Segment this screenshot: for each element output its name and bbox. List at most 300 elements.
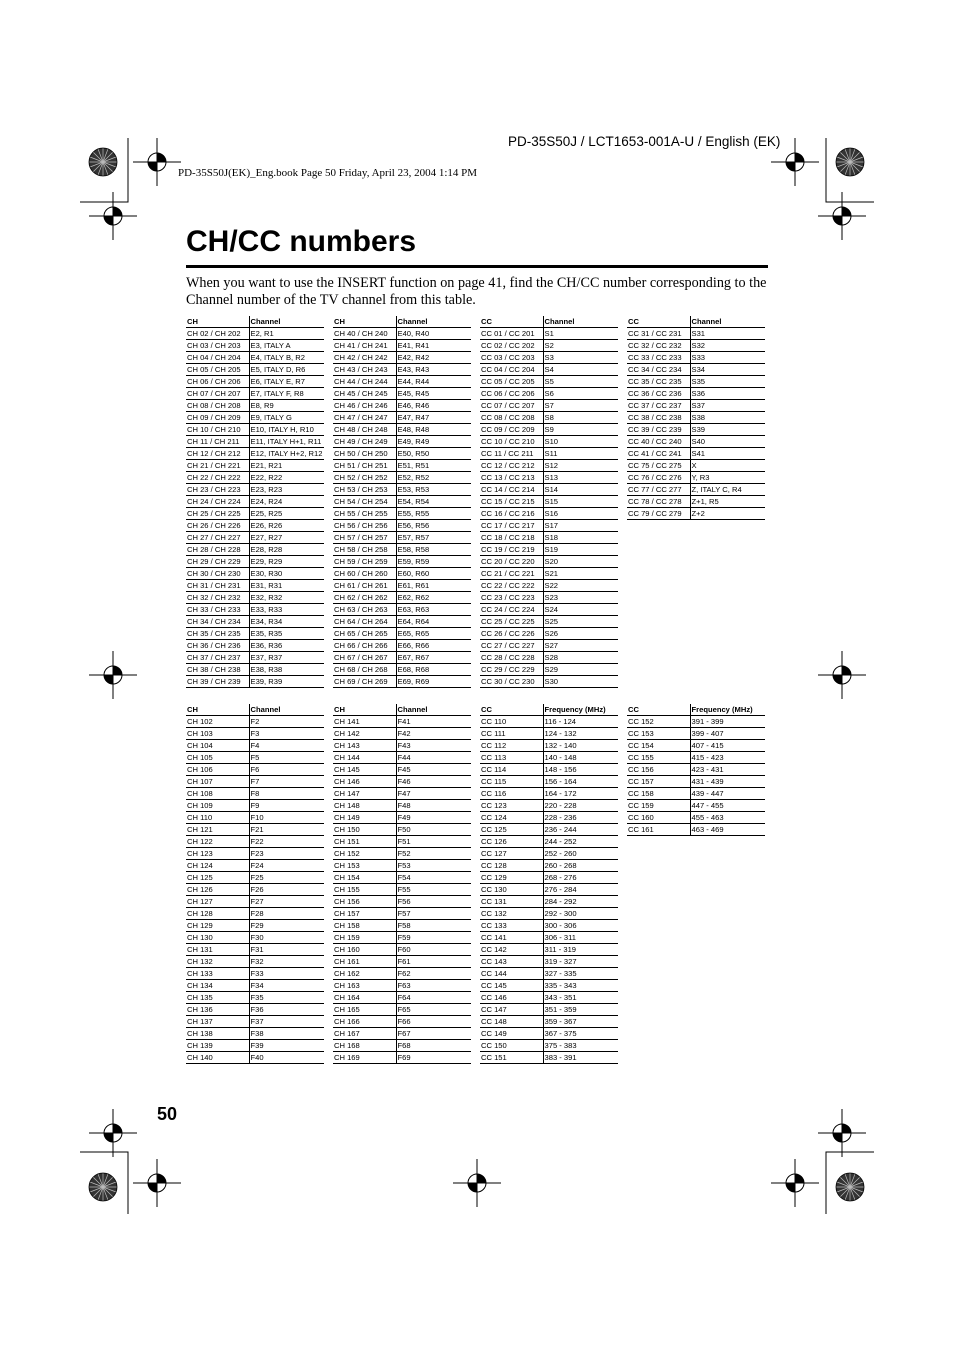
ch-cc-number-cell: CC 41 / CC 241 (627, 448, 690, 460)
ch-cc-number-cell: CC 34 / CC 234 (627, 364, 690, 376)
column-header-value: Channel (249, 704, 324, 716)
ch-cc-number-cell: CH 138 (186, 1028, 249, 1040)
channel-value-cell: E55, R55 (396, 508, 471, 520)
channel-value-cell: S12 (543, 460, 618, 472)
ch-cc-number-cell: CC 39 / CC 239 (627, 424, 690, 436)
channel-value-cell: 306 - 311 (543, 932, 618, 944)
channel-value-cell: 359 - 367 (543, 1016, 618, 1028)
channel-value-cell: E27, R27 (249, 532, 324, 544)
channel-value-cell: F32 (249, 956, 324, 968)
channel-value-cell: S21 (543, 568, 618, 580)
channel-value-cell: 260 - 268 (543, 860, 618, 872)
channel-value-cell: E4, ITALY B, R2 (249, 352, 324, 364)
channel-value-cell: S37 (690, 400, 765, 412)
ch-cc-number-cell: CH 140 (186, 1052, 249, 1064)
channel-value-cell: F42 (396, 728, 471, 740)
channel-value-cell: S35 (690, 376, 765, 388)
channel-value-cell: F59 (396, 932, 471, 944)
channel-value-cell: E41, R41 (396, 340, 471, 352)
ch-cc-number-cell: CH 21 / CH 221 (186, 460, 249, 472)
channel-value-cell: E53, R53 (396, 484, 471, 496)
channel-value-cell: E7, ITALY F, R8 (249, 388, 324, 400)
channel-value-cell: F30 (249, 932, 324, 944)
ch-cc-number-cell: CC 110 (480, 716, 543, 728)
channel-value-cell: E11, ITALY H+1, R11 (249, 436, 324, 448)
ch-cc-number-cell: CC 28 / CC 228 (480, 652, 543, 664)
ch-cc-number-cell: CH 134 (186, 980, 249, 992)
channel-value-cell: E45, R45 (396, 388, 471, 400)
ch-cc-number-cell: CH 152 (333, 848, 396, 860)
ch-cc-number-cell: CC 149 (480, 1028, 543, 1040)
channel-value-cell: 164 - 172 (543, 788, 618, 800)
ch-cc-number-cell: CC 116 (480, 788, 543, 800)
channel-value-cell: 463 - 469 (690, 824, 765, 836)
channel-value-cell: S19 (543, 544, 618, 556)
ch-cc-number-cell: CH 33 / CH 233 (186, 604, 249, 616)
ch-cc-number-cell: CH 34 / CH 234 (186, 616, 249, 628)
ch-cc-number-cell: CH 62 / CH 262 (333, 592, 396, 604)
ch-cc-number-cell: CH 128 (186, 908, 249, 920)
ch-cc-number-cell: CC 151 (480, 1052, 543, 1064)
ch-cc-number-cell: CH 55 / CH 255 (333, 508, 396, 520)
channel-value-cell: F40 (249, 1052, 324, 1064)
ch-cc-number-cell: CH 143 (333, 740, 396, 752)
ch-cc-number-cell: CC 26 / CC 226 (480, 628, 543, 640)
channel-value-cell: S38 (690, 412, 765, 424)
ch-cc-number-cell: CC 04 / CC 204 (480, 364, 543, 376)
ch-cc-number-cell: CH 50 / CH 250 (333, 448, 396, 460)
ch-cc-number-cell: CC 141 (480, 932, 543, 944)
channel-value-cell: E38, R38 (249, 664, 324, 676)
channel-value-cell: F28 (249, 908, 324, 920)
channel-value-cell: E46, R46 (396, 400, 471, 412)
channel-value-cell: E57, R57 (396, 532, 471, 544)
ch-cc-number-cell: CC 24 / CC 224 (480, 604, 543, 616)
ch-cc-number-cell: CH 67 / CH 267 (333, 652, 396, 664)
ch-cc-number-cell: CC 113 (480, 752, 543, 764)
ch-cc-number-cell: CC 79 / CC 279 (627, 508, 690, 520)
registration-mark-icon (771, 1159, 819, 1207)
channel-value-cell: E56, R56 (396, 520, 471, 532)
channel-value-cell: F44 (396, 752, 471, 764)
channel-value-cell: S30 (543, 676, 618, 688)
ch-cc-number-cell: CH 139 (186, 1040, 249, 1052)
ch-cc-number-cell: CC 13 / CC 213 (480, 472, 543, 484)
ch-cc-number-cell: CC 152 (627, 716, 690, 728)
channel-value-cell: S17 (543, 520, 618, 532)
document-id: PD-35S50J / LCT1653-001A-U / English (EK) (508, 134, 781, 149)
registration-mark-icon (89, 1109, 137, 1157)
ch-cc-number-cell: CC 36 / CC 236 (627, 388, 690, 400)
registration-mark-icon (771, 138, 819, 186)
ch-cc-number-cell: CC 142 (480, 944, 543, 956)
color-target-icon (89, 1173, 117, 1201)
ch-cc-number-cell: CH 154 (333, 872, 396, 884)
ch-cc-number-cell: CH 02 / CH 202 (186, 328, 249, 340)
channel-value-cell: E62, R62 (396, 592, 471, 604)
channel-value-cell: S27 (543, 640, 618, 652)
column-header-number: CH (186, 704, 249, 716)
ch-cc-number-cell: CH 137 (186, 1016, 249, 1028)
channel-value-cell: S36 (690, 388, 765, 400)
ch-cc-number-cell: CH 66 / CH 266 (333, 640, 396, 652)
ch-cc-number-cell: CC 11 / CC 211 (480, 448, 543, 460)
ch-cc-number-cell: CH 168 (333, 1040, 396, 1052)
ch-cc-number-cell: CC 01 / CC 201 (480, 328, 543, 340)
ch-cc-number-cell: CH 64 / CH 264 (333, 616, 396, 628)
ch-cc-number-cell: CH 121 (186, 824, 249, 836)
channel-value-cell: S4 (543, 364, 618, 376)
ch-cc-number-cell: CC 78 / CC 278 (627, 496, 690, 508)
channel-value-cell: E33, R33 (249, 604, 324, 616)
page-number: 50 (157, 1104, 178, 1124)
channel-value-cell: F52 (396, 848, 471, 860)
ch-cc-number-cell: CH 27 / CH 227 (186, 532, 249, 544)
channel-value-cell: S34 (690, 364, 765, 376)
channel-value-cell: E12, ITALY H+2, R12 (250, 449, 323, 458)
channel-value-cell: F33 (249, 968, 324, 980)
channel-value-cell: E54, R54 (396, 496, 471, 508)
channel-value-cell: F54 (396, 872, 471, 884)
channel-value-cell: E43, R43 (396, 364, 471, 376)
channel-value-cell: S26 (543, 628, 618, 640)
column-header-value: Frequency (MHz) (543, 704, 618, 716)
channel-value-cell: F39 (249, 1040, 324, 1052)
channel-value-cell: E51, R51 (396, 460, 471, 472)
channel-value-cell: 391 - 399 (690, 716, 765, 728)
ch-cc-number-cell: CH 108 (186, 788, 249, 800)
ch-cc-number-cell: CC 124 (480, 812, 543, 824)
channel-value-cell: 399 - 407 (690, 728, 765, 740)
ch-cc-number-cell: CC 27 / CC 227 (480, 640, 543, 652)
ch-cc-number-cell: CH 08 / CH 208 (186, 400, 249, 412)
channel-value-cell: F51 (396, 836, 471, 848)
channel-value-cell: S24 (543, 604, 618, 616)
channel-value-cell: 236 - 244 (543, 824, 618, 836)
column-header-value: Channel (249, 316, 324, 328)
channel-value-cell: E52, R52 (396, 472, 471, 484)
channel-value-cell: 455 - 463 (690, 812, 765, 824)
channel-value-cell: F67 (396, 1028, 471, 1040)
channel-value-cell: 148 - 156 (543, 764, 618, 776)
ch-cc-number-cell: CH 57 / CH 257 (333, 532, 396, 544)
channel-value-cell: F50 (396, 824, 471, 836)
channel-value-cell: S9 (543, 424, 618, 436)
channel-value-cell: 156 - 164 (543, 776, 618, 788)
ch-cc-number-cell: CC 06 / CC 206 (480, 388, 543, 400)
ch-cc-number-cell: CC 123 (480, 800, 543, 812)
ch-cc-number-cell: CH 47 / CH 247 (333, 412, 396, 424)
ch-cc-number-cell: CH 148 (333, 800, 396, 812)
channel-value-cell: X (690, 460, 765, 472)
ch-cc-number-cell: CC 157 (627, 776, 690, 788)
ch-cc-number-cell: CH 48 / CH 248 (333, 424, 396, 436)
channel-value-cell: E58, R58 (396, 544, 471, 556)
ch-cc-number-cell: CH 150 (333, 824, 396, 836)
channel-value-cell: 407 - 415 (690, 740, 765, 752)
channel-value-cell: S16 (543, 508, 618, 520)
channel-value-cell: F26 (249, 884, 324, 896)
channel-value-cell: E68, R68 (396, 664, 471, 676)
channel-value-cell: S39 (690, 424, 765, 436)
channel-value-cell: E63, R63 (396, 604, 471, 616)
channel-value-cell: S22 (543, 580, 618, 592)
channel-value-cell: F22 (249, 836, 324, 848)
channel-value-cell: 292 - 300 (543, 908, 618, 920)
channel-value-cell: F35 (249, 992, 324, 1004)
ch-cc-number-cell: CH 164 (333, 992, 396, 1004)
ch-cc-number-cell: CH 25 / CH 225 (186, 508, 249, 520)
ch-cc-number-cell: CC 18 / CC 218 (480, 532, 543, 544)
ch-cc-number-cell: CH 09 / CH 209 (186, 412, 249, 424)
channel-value-cell: 116 - 124 (543, 716, 618, 728)
ch-cc-number-cell: CH 157 (333, 908, 396, 920)
channel-value-cell: E34, R34 (249, 616, 324, 628)
ch-cc-number-cell: CH 38 / CH 238 (186, 664, 249, 676)
ch-cc-number-cell: CH 124 (186, 860, 249, 872)
channel-value-cell: E9, ITALY G (249, 412, 324, 424)
ch-cc-number-cell: CC 129 (480, 872, 543, 884)
channel-value-cell: 124 - 132 (543, 728, 618, 740)
ch-cc-number-cell: CH 132 (186, 956, 249, 968)
ch-cc-number-cell: CH 102 (186, 716, 249, 728)
ch-cc-number-cell: CH 07 / CH 207 (186, 388, 249, 400)
ch-cc-number-cell: CH 59 / CH 259 (333, 556, 396, 568)
channel-value-cell: F34 (249, 980, 324, 992)
ch-cc-number-cell: CH 123 (186, 848, 249, 860)
column-header-number: CC (480, 316, 543, 328)
channel-value-cell: E66, R66 (396, 640, 471, 652)
channel-value-cell: E40, R40 (396, 328, 471, 340)
ch-cc-number-cell: CH 135 (186, 992, 249, 1004)
channel-value-cell: E47, R47 (396, 412, 471, 424)
channel-value-cell: E8, R9 (249, 400, 324, 412)
ch-cc-number-cell: CC 146 (480, 992, 543, 1004)
channel-value-cell: F62 (396, 968, 471, 980)
column-header-value: Channel (543, 316, 618, 328)
channel-value-cell: S25 (543, 616, 618, 628)
channel-value-cell: F46 (396, 776, 471, 788)
channel-value-cell: F41 (396, 716, 471, 728)
ch-cc-number-cell: CC 12 / CC 212 (480, 460, 543, 472)
channel-value-cell: F49 (396, 812, 471, 824)
channel-value-cell: S15 (543, 496, 618, 508)
ch-cc-number-cell: CC 21 / CC 221 (480, 568, 543, 580)
channel-value-cell: E31, R31 (249, 580, 324, 592)
channel-value-cell: E6, ITALY E, R7 (249, 376, 324, 388)
channel-value-cell: S23 (543, 592, 618, 604)
color-target-icon (89, 148, 117, 176)
channel-value-cell: F7 (249, 776, 324, 788)
channel-value-cell: S5 (543, 376, 618, 388)
ch-cc-number-cell: CH 146 (333, 776, 396, 788)
ch-cc-number-cell: CC 17 / CC 217 (480, 520, 543, 532)
channel-value-cell: F36 (249, 1004, 324, 1016)
channel-value-cell: F23 (249, 848, 324, 860)
channel-value-cell: E60, R60 (396, 568, 471, 580)
channel-value-cell: E65, R65 (396, 628, 471, 640)
intro-paragraph: When you want to use the INSERT function on page 41, find the CH/CC number corresponding to the Channel number of the TV channel from this table. (186, 275, 767, 308)
ch-cc-number-cell: CC 114 (480, 764, 543, 776)
ch-cc-number-cell: CH 104 (186, 740, 249, 752)
ch-cc-number-cell: CH 49 / CH 249 (333, 436, 396, 448)
channel-value-cell: F4 (249, 740, 324, 752)
ch-cc-number-cell: CH 166 (333, 1016, 396, 1028)
channel-value-cell: 447 - 455 (690, 800, 765, 812)
ch-cc-number-cell: CH 103 (186, 728, 249, 740)
channel-value-cell: E69, R69 (396, 676, 471, 688)
channel-value-cell: F58 (396, 920, 471, 932)
channel-value-cell: S41 (690, 448, 765, 460)
channel-value-cell: F53 (396, 860, 471, 872)
ch-cc-number-cell: CH 58 / CH 258 (333, 544, 396, 556)
ch-cc-number-cell: CH 159 (333, 932, 396, 944)
channel-value-cell: E59, R59 (396, 556, 471, 568)
column-header-number: CH (333, 316, 396, 328)
channel-value-cell: 300 - 306 (543, 920, 618, 932)
channel-value-cell: E35, R35 (249, 628, 324, 640)
ch-cc-number-cell: CH 110 (186, 812, 249, 824)
channel-value-cell: F29 (249, 920, 324, 932)
channel-value-cell: F6 (249, 764, 324, 776)
ch-cc-number-cell: CC 156 (627, 764, 690, 776)
ch-cc-number-cell: CC 154 (627, 740, 690, 752)
ch-cc-number-cell: CH 158 (333, 920, 396, 932)
ch-cc-number-cell: CH 156 (333, 896, 396, 908)
ch-cc-number-cell: CH 44 / CH 244 (333, 376, 396, 388)
ch-cc-number-cell: CH 26 / CH 226 (186, 520, 249, 532)
ch-cc-number-cell: CH 109 (186, 800, 249, 812)
channel-value-cell: 140 - 148 (543, 752, 618, 764)
ch-cc-number-cell: CC 133 (480, 920, 543, 932)
ch-cc-number-cell: CC 75 / CC 275 (627, 460, 690, 472)
channel-value-cell: 367 - 375 (543, 1028, 618, 1040)
ch-cc-number-cell: CH 136 (186, 1004, 249, 1016)
channel-value-cell: S3 (543, 352, 618, 364)
ch-cc-number-cell: CC 23 / CC 223 (480, 592, 543, 604)
ch-cc-number-cell: CH 06 / CH 206 (186, 376, 249, 388)
channel-value-cell: F47 (396, 788, 471, 800)
channel-value-cell: S1 (543, 328, 618, 340)
channel-value-cell: E29, R29 (249, 556, 324, 568)
channel-value-cell: E64, R64 (396, 616, 471, 628)
ch-cc-number-cell: CH 52 / CH 252 (333, 472, 396, 484)
channel-value-cell: S10 (543, 436, 618, 448)
channel-value-cell: F65 (396, 1004, 471, 1016)
ch-cc-number-cell: CC 14 / CC 214 (480, 484, 543, 496)
ch-cc-number-cell: CC 112 (480, 740, 543, 752)
channel-value-cell: Z, ITALY C, R4 (690, 484, 765, 496)
ch-cc-number-cell: CC 130 (480, 884, 543, 896)
ch-cc-number-cell: CH 60 / CH 260 (333, 568, 396, 580)
column-header-number: CH (186, 316, 249, 328)
channel-value-cell: F24 (249, 860, 324, 872)
channel-value-cell: 351 - 359 (543, 1004, 618, 1016)
channel-value-cell: F5 (249, 752, 324, 764)
ch-cc-number-cell: CH 155 (333, 884, 396, 896)
ch-cc-number-cell: CC 131 (480, 896, 543, 908)
channel-value-cell: E3, ITALY A (249, 340, 324, 352)
channel-value-cell: S28 (543, 652, 618, 664)
channel-value-cell: F10 (249, 812, 324, 824)
ch-cc-number-cell: CH 31 / CH 231 (186, 580, 249, 592)
channel-value-cell: 132 - 140 (543, 740, 618, 752)
channel-value-cell: 375 - 383 (543, 1040, 618, 1052)
channel-value-cell: 423 - 431 (690, 764, 765, 776)
channel-value-cell: E25, R25 (249, 508, 324, 520)
color-target-icon (836, 1173, 864, 1201)
registration-mark-icon (133, 1159, 181, 1207)
ch-cc-number-cell: CC 40 / CC 240 (627, 436, 690, 448)
ch-cc-number-cell: CC 150 (480, 1040, 543, 1052)
channel-value-cell: E2, R1 (249, 328, 324, 340)
color-target-icon (836, 148, 864, 176)
ch-cc-number-cell: CH 69 / CH 269 (333, 676, 396, 688)
channel-value-cell: Y, R3 (690, 472, 765, 484)
channel-value-cell: S11 (543, 448, 618, 460)
ch-cc-number-cell: CH 131 (186, 944, 249, 956)
ch-cc-number-cell: CC 127 (480, 848, 543, 860)
ch-cc-number-cell: CC 148 (480, 1016, 543, 1028)
ch-cc-number-cell: CH 122 (186, 836, 249, 848)
ch-cc-number-cell: CC 22 / CC 222 (480, 580, 543, 592)
channel-value-cell: S14 (543, 484, 618, 496)
ch-cc-number-cell: CC 143 (480, 956, 543, 968)
ch-cc-number-cell: CH 46 / CH 246 (333, 400, 396, 412)
ch-cc-number-cell: CH 61 / CH 261 (333, 580, 396, 592)
column-header-number: CC (627, 316, 690, 328)
registration-mark-icon (818, 192, 866, 240)
ch-cc-number-cell: CH 162 (333, 968, 396, 980)
ch-cc-number-cell: CC 20 / CC 220 (480, 556, 543, 568)
channel-value-cell: 220 - 228 (543, 800, 618, 812)
ch-cc-number-cell: CC 161 (627, 824, 690, 836)
ch-cc-number-cell: CC 10 / CC 210 (480, 436, 543, 448)
ch-cc-number-cell: CH 32 / CH 232 (186, 592, 249, 604)
ch-cc-number-cell: CH 160 (333, 944, 396, 956)
channel-value-cell: S32 (690, 340, 765, 352)
column-header-number: CC (627, 704, 690, 716)
book-file-info: PD-35S50J(EK)_Eng.book Page 50 Friday, April 23, 2004 1:14 PM (178, 167, 478, 179)
ch-cc-number-cell: CC 125 (480, 824, 543, 836)
ch-cc-number-cell: CH 11 / CH 211 (186, 436, 249, 448)
channel-value-cell: F43 (396, 740, 471, 752)
ch-cc-number-cell: CH 22 / CH 222 (186, 472, 249, 484)
channel-value-cell: 439 - 447 (690, 788, 765, 800)
ch-cc-number-cell: CC 76 / CC 276 (627, 472, 690, 484)
ch-cc-number-cell: CH 133 (186, 968, 249, 980)
channel-value-cell: F57 (396, 908, 471, 920)
ch-cc-number-cell: CC 37 / CC 237 (627, 400, 690, 412)
channel-value-cell: E32, R32 (249, 592, 324, 604)
channel-value-cell: E61, R61 (396, 580, 471, 592)
ch-cc-number-cell: CC 05 / CC 205 (480, 376, 543, 388)
ch-cc-number-cell: CC 159 (627, 800, 690, 812)
page-title: CH/CC numbers (186, 225, 417, 258)
ch-cc-number-cell: CH 37 / CH 237 (186, 652, 249, 664)
ch-cc-number-cell: CC 147 (480, 1004, 543, 1016)
channel-value-cell: 311 - 319 (543, 944, 618, 956)
ch-cc-number-cell: CH 127 (186, 896, 249, 908)
channel-value-cell: 343 - 351 (543, 992, 618, 1004)
channel-value-cell: E50, R50 (396, 448, 471, 460)
ch-cc-number-cell: CC 132 (480, 908, 543, 920)
ch-cc-number-cell: CH 05 / CH 205 (186, 364, 249, 376)
channel-value-cell: E37, R37 (249, 652, 324, 664)
ch-cc-number-cell: CH 42 / CH 242 (333, 352, 396, 364)
channel-value-cell: 284 - 292 (543, 896, 618, 908)
ch-cc-number-cell: CC 115 (480, 776, 543, 788)
